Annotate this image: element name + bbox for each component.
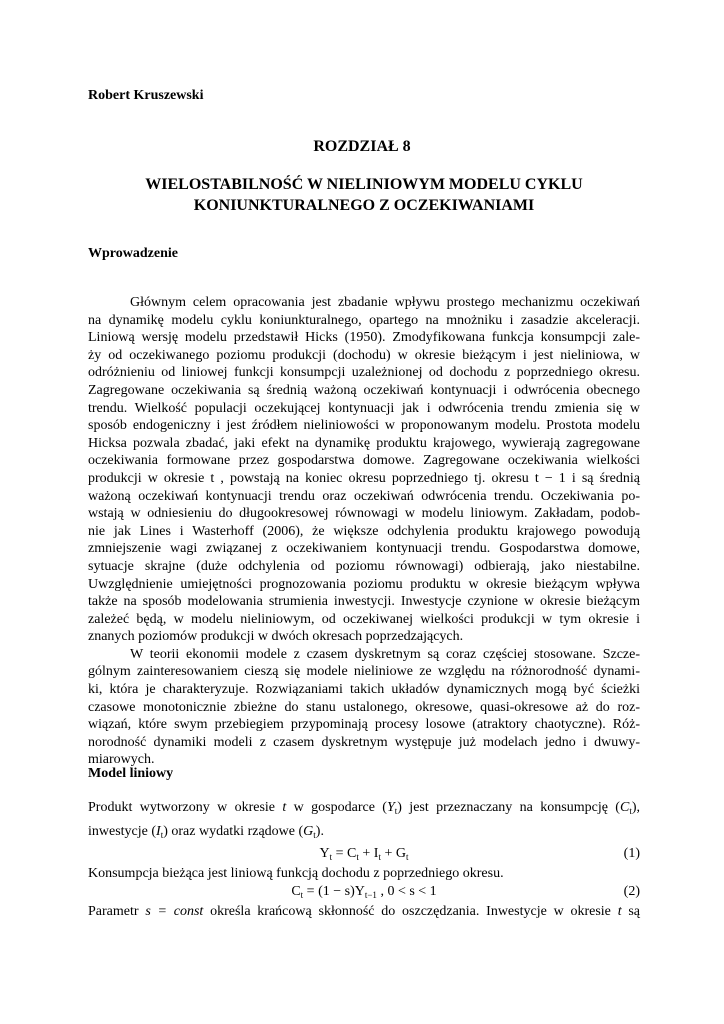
section-heading-intro: Wprowadzenie [88,246,178,261]
equation-number: (1) [623,846,640,861]
text-line: miarowych. [88,752,155,768]
text-line: Liniową wersję modelu przedstawił Hicks (1950). Zmodyfikowana funkcja konsumpcji zale- [88,330,640,346]
chapter-title-line: WIELOSTABILNOŚĆ W NIELINIOWYM MODELU CYKLU [145,176,583,193]
text-line: Produkt wytworzony w okresie t w gospodarce $(Y_t)$ jest przeznaczany na konsumpcję $(C_t)$, [88,800,640,816]
section-heading-linear: Model liniowy [88,766,174,781]
text-line: także na sposób modelowania strumienia inwestycji. Inwestycje czynione w okresie bieżącym [88,594,640,610]
text-line: norodność dynamiki modeli z czasem dyskretnym występuje już modelach jedno i dwuwy- [88,734,640,750]
chapter-title-line: KONIUNKTURALNEGO Z OCZEKIWANIAMI [193,197,535,214]
text-line: zależeć będą, w modelu nieliniowym, od oczekiwanej wielkości produkcji w tym okresie i [88,611,640,627]
text-line: nie jak Lines i Wasterhoff (2006), że większe odchylenia produktu krajowego powodują [88,523,640,539]
text-line: Głównym celem opracowania jest zbadanie wpływu prostego mechanizmu oczekiwań [130,295,640,310]
text-line: odróżnieniu od liniowej funkcji konsumpcji uzależnionej od dochodu z poprzedniego okresu. [88,365,640,381]
chapter-heading: ROZDZIAŁ 8 [313,138,411,155]
text-line: zmniejszenie wagi związanej z oczekiwaniem kontynuacji trendu. Gospodarstwa domowe, [88,541,640,557]
text-line: ki, która je charakteryzuje. Rozwiązaniami takich układów dynamicznych mogą być ścieżki [88,682,640,698]
text-line: trendu. Wielkość populacji oczekującej kontynuacji jak i odwrócenia trendu zmienia się w [88,400,640,416]
text-line: sytuacje skrajne (duże odchylenia od poziomu równowagi) odbierają, jako niestabilne. [88,558,640,574]
text-line: inwestycje $(I_t)$ oraz wydatki rządowe $(G_t)$. [88,824,324,840]
text-line: wiązań, które swym przebiegiem przypominają procesy losowe (atraktory chaotyczne). Róż- [88,717,640,733]
text-line: produkcji w okresie t , powstają na koniec okresu poprzedniego tj. okresu t − 1 i są średnią [88,470,640,486]
equation-expression: $Y_t = C_t + I_t + G_t$ [319,846,409,862]
intro-text [88,294,640,769]
text-line: W teorii ekonomii modele z czasem dyskretnym są coraz częściej stosowane. Szcze- [130,646,640,662]
text-line: Uwzględnienie umiejętności prognozowania poziomu produktu w okresie bieżącym wpływa [88,576,640,592]
text-line: Konsumpcja bieżąca jest liniową funkcją dochodu z poprzedniego okresu. [88,866,504,881]
text-line: sposób endogeniczny i jest źródłem nieliniowości w proponowanym modelu. Prostota modelu [88,418,640,434]
author-name: Robert Kruszewski [88,88,204,103]
text-line: oczekiwania formowane przez gospodarstwa domowe. Zagregowane oczekiwania wielkości [88,453,640,469]
text-line: ży od oczekiwanego poziomu produkcji (dochodu) w okresie bieżącym i jest nieliniowa, w [88,347,640,363]
equation-number: (2) [623,884,640,899]
text-line: ważoną oczekiwań kontynuacji trendu oraz oczekiwań odwrócenia trendu. Oczekiwania po- [88,488,640,504]
chapter-title [88,174,640,216]
equation-expression: $C_t = (1 - s)Y_{t-1}$ , 0 < s < 1 [291,884,437,900]
text-line: wstają w odniesieniu do długookresowej równowagi w modelu liniowym. Zakładam, podob- [88,506,640,522]
text-line: na dynamikę modelu cyklu koniunkturalnego, opartego na mnożniku i zasadzie akceleracji. [88,312,640,328]
text-line: Zagregowane oczekiwania są średnią ważoną oczekiwań kontynuacji i odwrócenia obecnego [88,382,640,398]
text-line: gólnym zainteresowaniem cieszą się modele nieliniowe ze względu na różnorodność dynami- [88,664,640,680]
text-line: Hicksa pozwala zbadać, jaki efekt na dynamikę produktu krajowego, wywierają zagregowane [88,435,640,451]
text-line: czasowe monotonicznie zbieżne do stanu ustalonego, okresowe, quasi-okresowe aż do roz- [88,699,640,715]
text-line: Parametr s = const określa krańcową skłonność do oszczędzania. Inwestycje w okresie t są [88,904,641,919]
text-line: znanych poziomów produkcji w dwóch okresach poprzedzających. [88,629,464,645]
